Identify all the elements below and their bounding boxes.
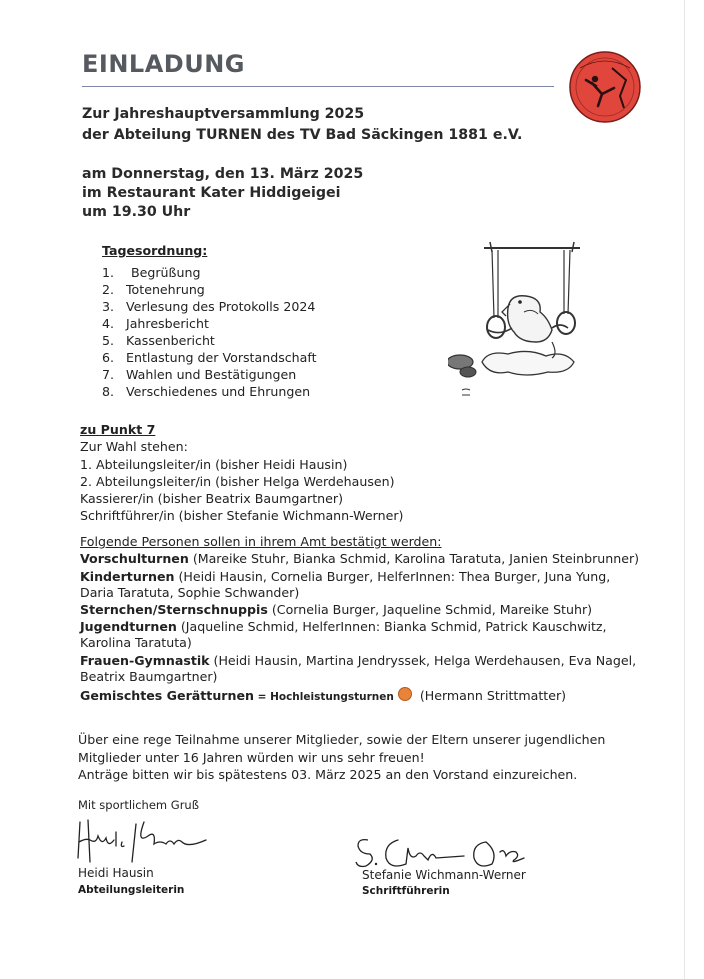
agenda-item: 6. Entlastung der Vorstandschaft xyxy=(102,350,317,365)
page-edge xyxy=(684,0,685,979)
agenda-item: 2. Totenehrung xyxy=(102,282,205,297)
header-line1: Zur Jahreshauptversammlung 2025 xyxy=(82,106,365,122)
club-logo xyxy=(568,50,642,124)
confirm-group-cont: Beatrix Baumgartner) xyxy=(80,669,218,684)
signature-right-role: Schriftführerin xyxy=(362,885,450,897)
confirm-group-last: Gemischtes Gerätturnen = Hochleistungsturnen (Hermann Strittmatter) xyxy=(80,688,567,703)
confirm-group: Sternchen/Sternschnuppis (Cornelia Burger, Jaqueline Schmid, Mareike Stuhr) xyxy=(80,602,593,617)
signature-right-name: Stefanie Wichmann-Werner xyxy=(362,868,526,882)
grinning-face-icon xyxy=(398,687,412,701)
confirm-group: Vorschulturnen (Mareike Stuhr, Bianka Schmid, Karolina Taratuta, Janien Steinbrunner) xyxy=(80,551,640,566)
confirm-heading: Folgende Personen sollen in ihrem Amt bestätigt werden: xyxy=(80,534,442,549)
greeting: Mit sportlichem Gruß xyxy=(78,798,199,812)
point7-line: Kassierer/in (bisher Beatrix Baumgartner) xyxy=(80,491,343,506)
signature-heidi-hausin xyxy=(76,818,216,866)
agenda-item: 1. Begrüßung xyxy=(102,265,201,280)
point7-heading: zu Punkt 7 xyxy=(80,422,156,437)
confirm-group: Jugendturnen (Jaqueline Schmid, HelferInnen: Bianka Schmid, Patrick Kauschwitz, xyxy=(80,619,607,634)
agenda-item: 8. Verschiedenes und Ehrungen xyxy=(102,384,311,399)
header-line2: der Abteilung TURNEN des TV Bad Säckingen 1881 e.V. xyxy=(82,127,523,143)
agenda-item: 5. Kassenbericht xyxy=(102,333,215,348)
meeting-place: im Restaurant Kater Hiddigeigei xyxy=(82,185,341,201)
confirm-group-cont: Daria Taratuta, Sophie Schwander) xyxy=(80,585,300,600)
point7-line: 2. Abteilungsleiter/in (bisher Helga Werdehausen) xyxy=(80,474,395,489)
closing-line: Über eine rege Teilnahme unserer Mitglieder, sowie der Eltern unserer jugendlichen xyxy=(78,732,606,747)
confirm-group: Frauen-Gymnastik (Heidi Hausin, Martina Jendryssek, Helga Werdehausen, Eva Nagel, xyxy=(80,653,637,668)
agenda-item: 3. Verlesung des Protokolls 2024 xyxy=(102,299,316,314)
point7-intro: Zur Wahl stehen: xyxy=(80,439,188,454)
signature-left-role: Abteilungsleiterin xyxy=(78,884,185,896)
signature-left-name: Heidi Hausin xyxy=(78,866,154,880)
page-title: EINLADUNG xyxy=(82,50,245,78)
agenda-item: 4. Jahresbericht xyxy=(102,316,209,331)
closing-line: Anträge bitten wir bis spätestens 03. März 2025 an den Vorstand einzureichen. xyxy=(78,767,578,782)
rings-cartoon-illustration xyxy=(448,238,598,400)
point7-line: 1. Abteilungsleiter/in (bisher Heidi Hausin) xyxy=(80,457,348,472)
agenda-item: 7. Wahlen und Bestätigungen xyxy=(102,367,297,382)
closing-line: Mitglieder unter 16 Jahren würden wir uns sehr freuen! xyxy=(78,750,425,765)
agenda-heading: Tagesordnung: xyxy=(102,243,208,258)
title-rule xyxy=(82,86,554,87)
point7-line: Schriftführer/in (bisher Stefanie Wichmann-Werner) xyxy=(80,508,404,523)
confirm-group: Kinderturnen (Heidi Hausin, Cornelia Burger, HelferInnen: Thea Burger, Juna Yung, xyxy=(80,569,611,584)
meeting-time: um 19.30 Uhr xyxy=(82,204,191,220)
confirm-group-cont: Karolina Taratuta) xyxy=(80,635,192,650)
meeting-date: am Donnerstag, den 13. März 2025 xyxy=(82,166,364,182)
